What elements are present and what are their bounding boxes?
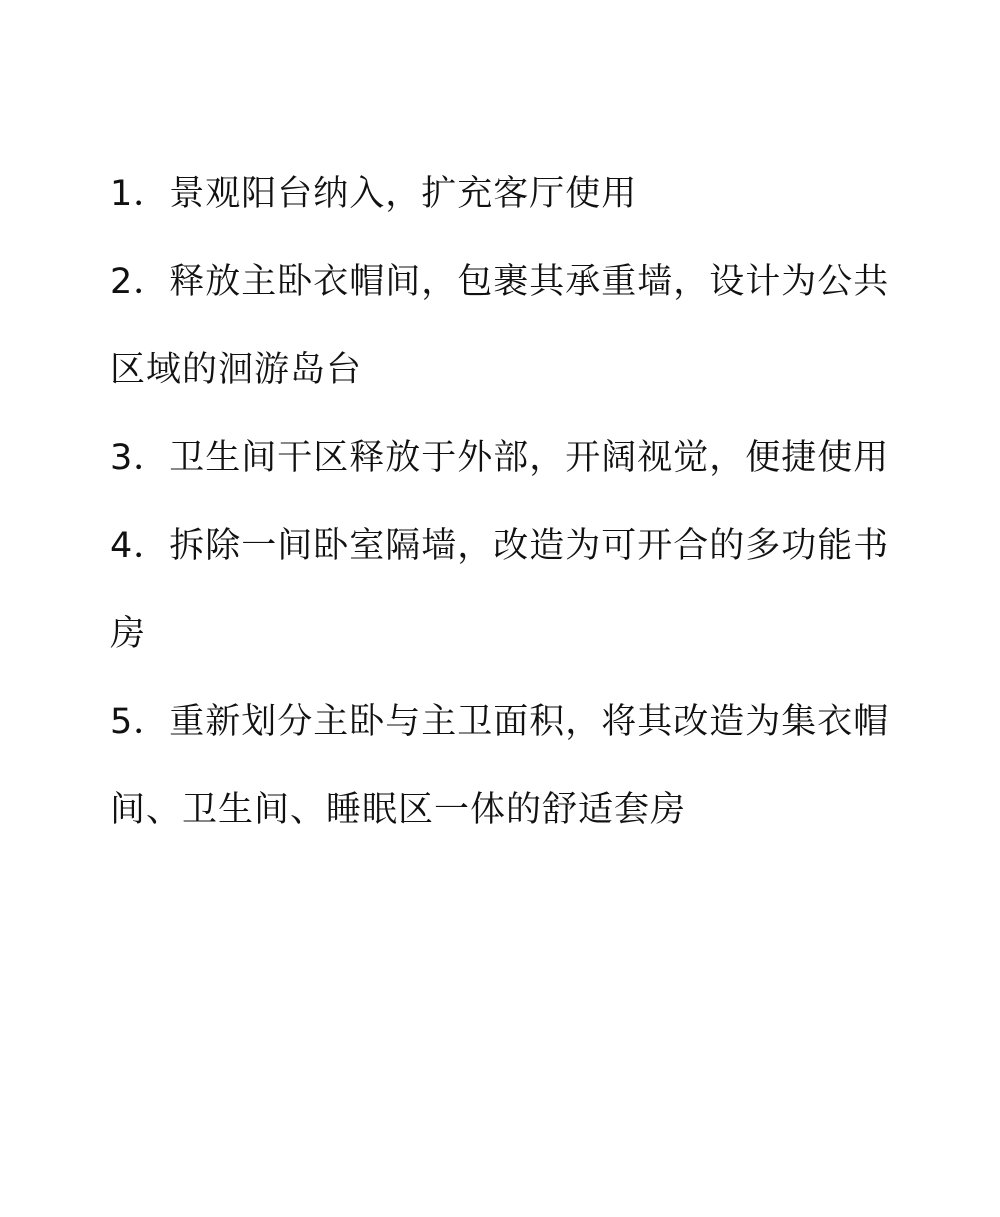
list-item: 2．释放主卧衣帽间，包裹其承重墙，设计为公共区域的洄游岛台 — [110, 262, 890, 390]
list-item: 1．景观阳台纳入，扩充客厅使用 — [110, 174, 638, 214]
list-item: 4．拆除一间卧室隔墙，改造为可开合的多功能书房 — [110, 526, 890, 654]
list-item: 3．卫生间干区释放于外部，开阔视觉，便捷使用 — [110, 438, 890, 478]
document-body — [110, 150, 890, 854]
list-item: 5．重新划分主卧与主卫面积，将其改造为集衣帽间、卫生间、睡眠区一体的舒适套房 — [110, 702, 890, 830]
